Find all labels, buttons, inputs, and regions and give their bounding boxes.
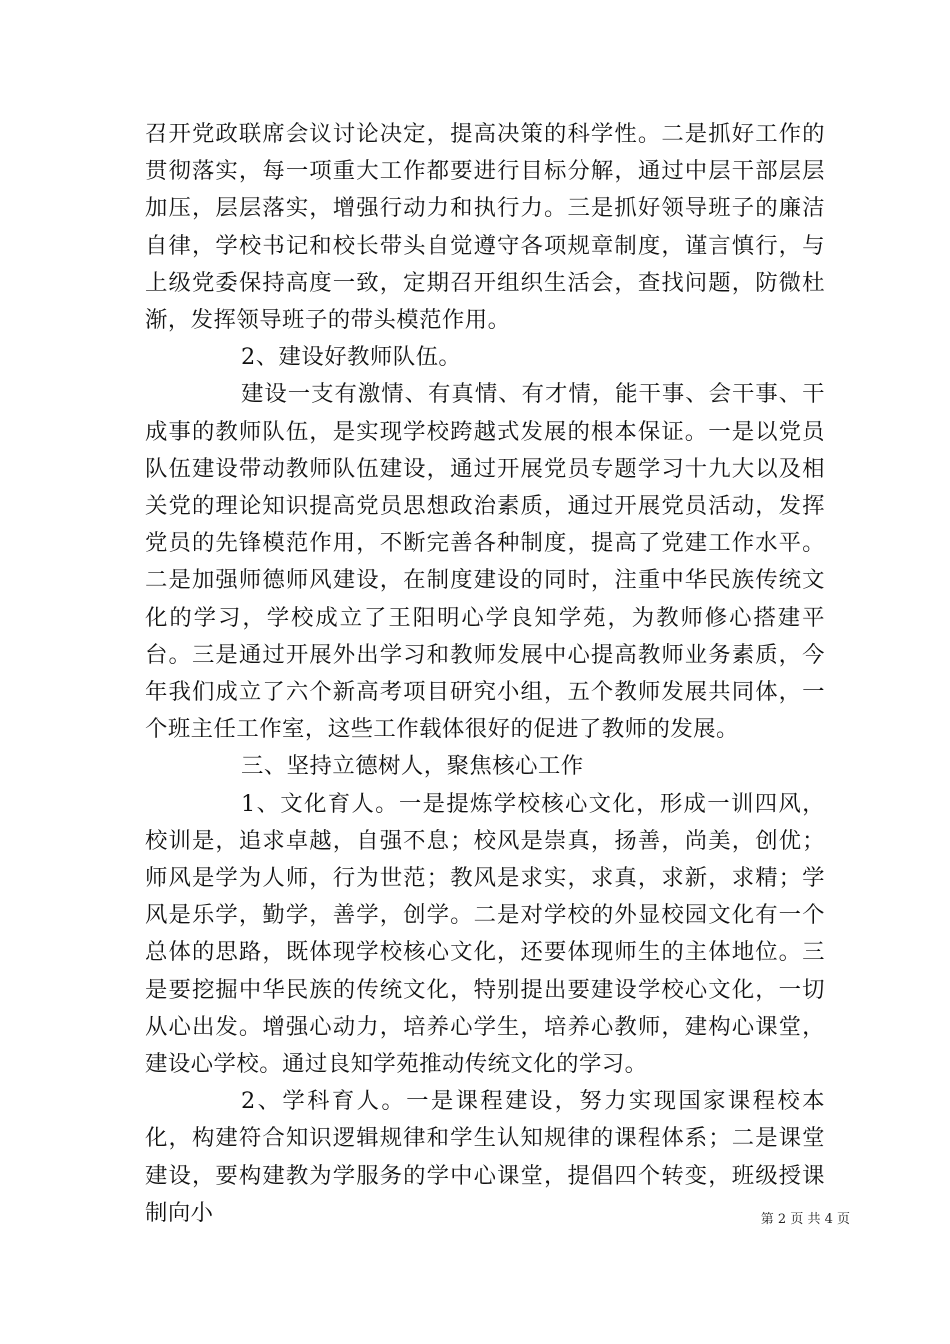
- page-number: 第 2 页 共 4 页: [760, 1212, 850, 1227]
- paragraph-subject-education: 2、学科育人。一是课程建设，努力实现国家课程校本化，构建符合知识逻辑规律和学生认知规律的课程体系；二是课堂建设，要构建教为学服务的学中心课堂，提倡四个转变，班级授课制向小: [145, 1088, 825, 1226]
- paragraph-teacher-team: 建设一支有激情、有真情、有才情，能干事、会干事、干成事的教师队伍，是实现学校跨越式发展的根本保证。一是以党员队伍建设带动教师队伍建设，通过开展党员专题学习十九大以及相关党的理论知识提高党员思想政治素质，通过开展党员活动，发挥党员的先锋模范作用，不断完善各种制度，提高了党建工作水平。二是加强师德师风建设，在制度建设的同时，注重中华民族传统文化的学习，学校成立了王阳明心学良知学苑，为教师修心搭建平台。三是通过开展外出学习和教师发展中心提高教师业务素质，今年我们成立了六个新高考项目研究小组，五个教师发展共同体，一个班主任工作室，这些工作载体很好的促进了教师的发展。: [145, 381, 825, 743]
- subheading-teacher-team: 2、建设好教师队伍。: [241, 344, 462, 371]
- paragraph-culture-education: 1、文化育人。一是提炼学校核心文化，形成一训四风，校训是，追求卓越，自强不息；校风是崇真，扬善，尚美，创优；师风是学为人师，行为世范；教风是求实，求真，求新，求精；学风是乐学，勤学，善学，创学。二是对学校的外显校园文化有一个总体的思路，既体现学校核心文化，还要体现师生的主体地位。三是要挖掘中华民族的传统文化，特别提出要建设学校心文化，一切从心出发。增强心动力，培养心学生，培养心教师，建构心课堂，建设心学校。通过良知学苑推动传统文化的学习。: [145, 790, 825, 1078]
- paragraph-leadership-discipline: 召开党政联席会议讨论决定，提高决策的科学性。二是抓好工作的贯彻落实，每一项重大工作都要进行目标分解，通过中层干部层层加压，层层落实，增强行动力和执行力。三是抓好领导班子的廉洁自律，学校书记和校长带头自觉遵守各项规章制度，谨言慎行，与上级党委保持高度一致，定期召开组织生活会，查找问题，防微杜渐，发挥领导班子的带头模范作用。: [145, 121, 825, 334]
- document-body: [145, 116, 825, 1232]
- section-heading-moral-education: 三、坚持立德树人，聚焦核心工作: [241, 753, 584, 780]
